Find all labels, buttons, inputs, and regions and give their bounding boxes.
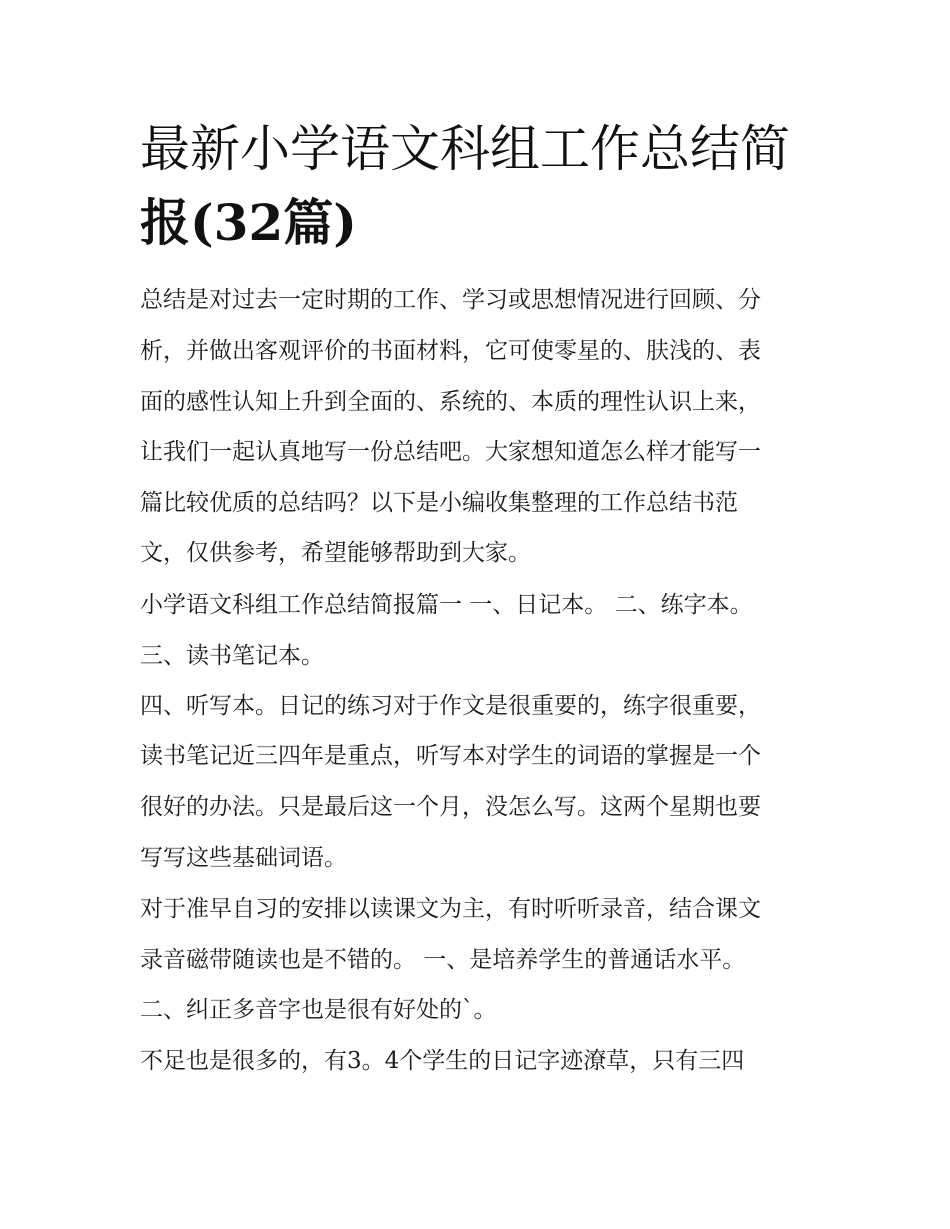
body-line-10: 读书笔记近三四年是重点，听写本对学生的词语的掌握是一个	[140, 743, 761, 769]
body-line-12: 写写这些基础词语。	[140, 845, 347, 871]
body-line-16: 不足也是很多的，有3。4个学生的日记字迹潦草，只有三四	[140, 1048, 745, 1074]
body-line-4: 让我们一起认真地写一份总结吧。大家想知道怎么样才能写一	[140, 439, 761, 465]
body-line-2: 析，并做出客观评价的书面材料，它可使零星的、肤浅的、表	[140, 338, 761, 364]
document-title	[140, 112, 820, 260]
title-line-2: 报(32篇)	[140, 193, 357, 252]
body-line-5: 篇比较优质的总结吗？以下是小编收集整理的工作总结书范	[140, 490, 738, 516]
body-line-8: 三、读书笔记本。	[140, 643, 324, 669]
body-line-11: 很好的办法。只是最后这一个月，没怎么写。这两个星期也要	[140, 794, 761, 820]
body-line-7: 小学语文科组工作总结简报篇一 一、日记本。 二、练字本。	[140, 592, 753, 618]
body-line-6: 文，仅供参考，希望能够帮助到大家。	[140, 540, 531, 566]
body-line-13: 对于准早自习的安排以读课文为主，有时听听录音，结合课文	[140, 896, 761, 922]
body-line-9: 四、听写本。日记的练习对于作文是很重要的，练字很重要，	[140, 693, 761, 719]
body-line-15: 二、纠正多音字也是很有好处的`。	[140, 997, 497, 1023]
body-line-14: 录音磁带随读也是不错的。 一、是培养学生的普通话水平。	[140, 947, 746, 973]
title-line-1: 最新小学语文科组工作总结简	[140, 120, 790, 178]
body-line-1: 总结是对过去一定时期的工作、学习或思想情况进行回顾、分	[140, 287, 761, 313]
body-line-3: 面的感性认知上升到全面的、系统的、本质的理性认识上来，	[140, 389, 761, 415]
